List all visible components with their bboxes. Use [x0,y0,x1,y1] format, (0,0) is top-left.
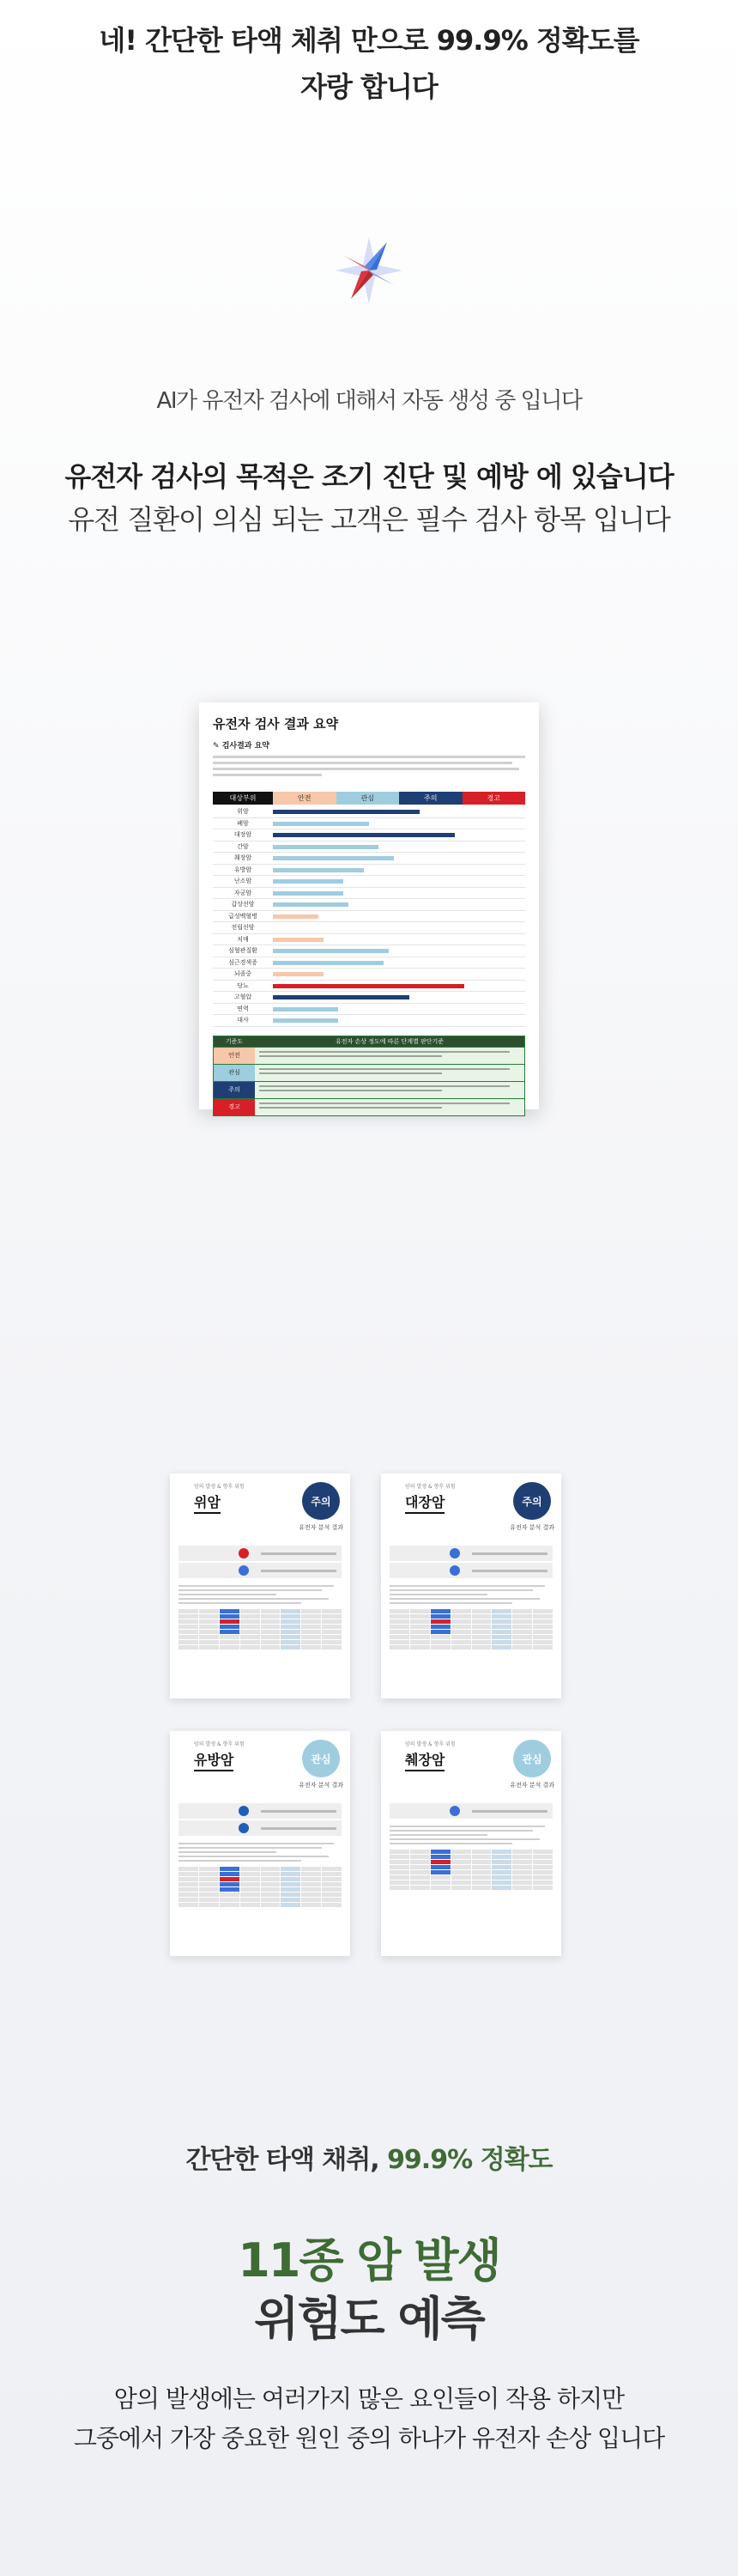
card-result-row [178,1820,342,1836]
report-row-track [273,853,525,864]
report-row [213,957,525,969]
report-row-bar [273,856,394,860]
description-line-2: 그중에서 가장 중요한 원인 중의 하나가 유전자 손상 입니다 [73,2424,665,2452]
report-row [213,945,525,957]
card-result-table [178,1795,342,1836]
legend-description [255,1065,524,1081]
report-row-track [273,1015,525,1026]
card-result-dot [227,1806,261,1816]
report-column-header [213,792,525,805]
headline [0,17,738,110]
report-row [213,911,525,923]
report-row-bar [273,995,409,999]
report-row-label: 대장암 [233,831,252,839]
report-row-label: 췌장암 [233,854,252,862]
legend-col-label: 기준도 [225,1037,244,1045]
report-row-bar [273,961,384,965]
report-row-track [273,945,525,957]
card-risk-badge: 주의 [513,1482,551,1520]
report-row-bar [273,938,324,942]
report-row [213,888,525,900]
report-legend [213,1036,525,1116]
legend-description [255,1082,524,1098]
report-column-4: 경고 [463,792,526,805]
report-row [213,841,525,854]
report-row [213,829,525,841]
legend-tag: 주의 [214,1082,255,1098]
report-row [213,1015,525,1027]
report-title: 유전자 검사 결과 요약 [213,716,339,732]
card-result-row [390,1803,553,1819]
card-caption: 유전자 분석 결과 [299,1524,343,1531]
card-result-table [390,1795,553,1819]
card-result-dot [227,1565,261,1576]
report-column-3: 주의 [399,792,463,805]
report-row-track [273,992,525,1003]
report-row-label: 심혈관질환 [228,947,257,955]
card-result-row [178,1563,342,1578]
card-caption: 유전자 분석 결과 [510,1524,554,1531]
report-row-track [273,888,525,899]
report-row-label: 난소암 [233,878,252,885]
tagline-prefix: 간단한 타액 채취, [185,2145,379,2175]
report-row-label: 심근경색증 [228,958,257,966]
report-row-label: 유방암 [233,866,252,873]
report-row [213,818,525,830]
legend-tag: 경고 [214,1099,255,1115]
big-heading-line-1: 11종 암 발생 [238,2233,500,2287]
report-row-track [273,969,525,980]
report-row [213,899,525,911]
report-row-track [273,1004,525,1015]
legend-rows [214,1047,524,1115]
card-result-text [261,1827,336,1830]
legend-row [214,1064,524,1081]
report-row-track [273,876,525,887]
card-risk-badge: 주의 [302,1482,340,1520]
report-row-track [273,829,525,841]
report-row-label: 간암 [237,842,249,850]
report-row-track [273,981,525,992]
report-row-track [273,899,525,910]
card-result-dot [227,1823,261,1833]
card-result-row [178,1803,342,1819]
card-result-dot [438,1806,472,1816]
report-row [213,865,525,877]
report-column-0: 대상부위 [213,792,273,805]
card-cancer-name: 췌장암 [405,1749,445,1771]
report-row-bar [273,949,389,953]
report-row [213,992,525,1004]
report-row-bar [273,879,343,884]
card-caption: 유전자 분석 결과 [299,1782,343,1789]
legend-header [214,1036,524,1047]
report-row-track [273,934,525,945]
report-row-label: 치매 [237,935,249,943]
test-result-report [199,702,539,1109]
cancer-card [381,1473,561,1698]
legend-description [255,1048,524,1064]
card-detail-grid [390,1850,553,1890]
card-result-text [472,1552,547,1555]
ai-status-text: AI가 유전자 검사에 대해서 자동 생성 중 입니다 [156,388,582,414]
card-result-text [261,1552,336,1555]
report-row-bar [273,914,318,919]
card-detail-grid [390,1609,553,1649]
card-detail-grid [178,1867,342,1907]
report-row-bar [273,833,455,837]
report-row-label: 급성백혈병 [228,912,257,920]
card-text-block [390,1826,553,1844]
report-row-bar [273,984,464,988]
report-row-label: 대사 [237,1017,249,1024]
report-row-bar [273,1007,338,1012]
report-row [213,1004,525,1016]
description-line-1: 암의 발생에는 여러가지 많은 요인들이 작용 하지만 [113,2385,625,2413]
report-row-label: 면역 [237,1005,249,1012]
cancer-card [381,1731,561,1956]
sampling-tagline [0,2138,738,2176]
report-rows [213,806,525,1027]
legend-title: 유전자 손상 정도에 따른 단계별 판단기준 [335,1037,445,1045]
tagline-highlight: 99.9% 정확도 [387,2145,553,2175]
card-result-dot [438,1565,472,1576]
card-result-row [390,1563,553,1578]
report-subtitle: ✎ 검사결과 요약 [213,742,269,750]
card-cancer-name: 위암 [194,1492,221,1514]
report-row-bar [273,902,348,907]
card-detail-grid [178,1609,342,1649]
report-row-track [273,865,525,876]
report-row-label: 전립선암 [231,924,255,932]
report-subtitle-text: 검사결과 요약 [221,742,269,750]
card-result-dot [227,1548,261,1558]
card-result-text [261,1810,336,1813]
report-row-bar [273,891,343,896]
card-result-text [472,1570,547,1572]
report-row [213,934,525,946]
report-row [213,981,525,993]
report-row-label: 자궁암 [233,889,252,896]
report-row-label: 갑상선암 [231,901,255,908]
report-row-bar [273,1018,338,1023]
legend-row [214,1081,524,1098]
report-row [213,922,525,934]
legend-tag: 관심 [214,1065,255,1081]
card-top-label: 암의 발생 & 향후 위험 [405,1484,456,1490]
card-text-block [390,1585,553,1604]
card-text-block [178,1843,342,1862]
report-row [213,876,525,888]
legend-row [214,1098,524,1115]
card-cancer-name: 대장암 [405,1492,445,1514]
report-row-bar [273,972,324,976]
legend-description [255,1099,524,1115]
report-row-track [273,841,525,853]
card-result-table [390,1538,553,1578]
headline-line-2: 자랑 합니다 [300,70,438,103]
report-column-2: 관심 [336,792,400,805]
headline-line-1: 네! 간단한 타액 체취 만으로 99.9% 정확도를 [99,24,639,57]
card-result-dot [438,1548,472,1558]
card-result-row [178,1546,342,1561]
card-result-text [472,1810,547,1813]
cancer-card [170,1731,350,1956]
card-text-block [178,1585,342,1604]
report-row-bar [273,810,420,814]
report-row-label: 당뇨 [237,981,249,989]
report-row-track [273,922,525,933]
purpose-heading: 유전자 검사의 목적은 조기 진단 및 예방 에 있습니다 [64,460,674,493]
report-column-1: 안전 [273,792,336,805]
card-result-text [261,1570,336,1572]
card-top-label: 암의 발생 & 향후 위험 [194,1484,245,1490]
report-summary-text [213,756,525,785]
report-row-label: 위암 [237,808,249,816]
report-row-bar [273,822,369,826]
star-logo-icon [330,232,408,309]
report-row [213,853,525,865]
purpose-subheading: 유전 질환이 의심 되는 고객은 필수 검사 항목 입니다 [68,503,670,536]
card-result-table [178,1538,342,1578]
report-row-track [273,806,525,817]
report-row-label: 폐암 [237,819,249,827]
report-row-label: 뇌졸중 [233,970,252,978]
cancer-card [170,1473,350,1698]
report-row-track [273,911,525,922]
card-caption: 유전자 분석 결과 [510,1782,554,1789]
report-row-track [273,957,525,969]
card-risk-badge: 관심 [513,1740,551,1777]
legend-tag: 안전 [214,1048,255,1064]
legend-row [214,1047,524,1064]
report-row [213,806,525,818]
card-risk-badge: 관심 [302,1740,340,1777]
report-row-bar [273,868,364,872]
card-top-label: 암의 발생 & 향후 위험 [194,1741,245,1747]
report-row-label: 고혈압 [233,993,252,1001]
card-result-row [390,1546,553,1561]
card-cancer-name: 유방암 [194,1749,233,1771]
report-row-bar [273,845,378,849]
big-heading-line-2: 위험도 예측 [254,2292,484,2346]
report-row [213,969,525,981]
card-top-label: 암의 발생 & 향후 위험 [405,1741,456,1747]
report-row-track [273,818,525,829]
